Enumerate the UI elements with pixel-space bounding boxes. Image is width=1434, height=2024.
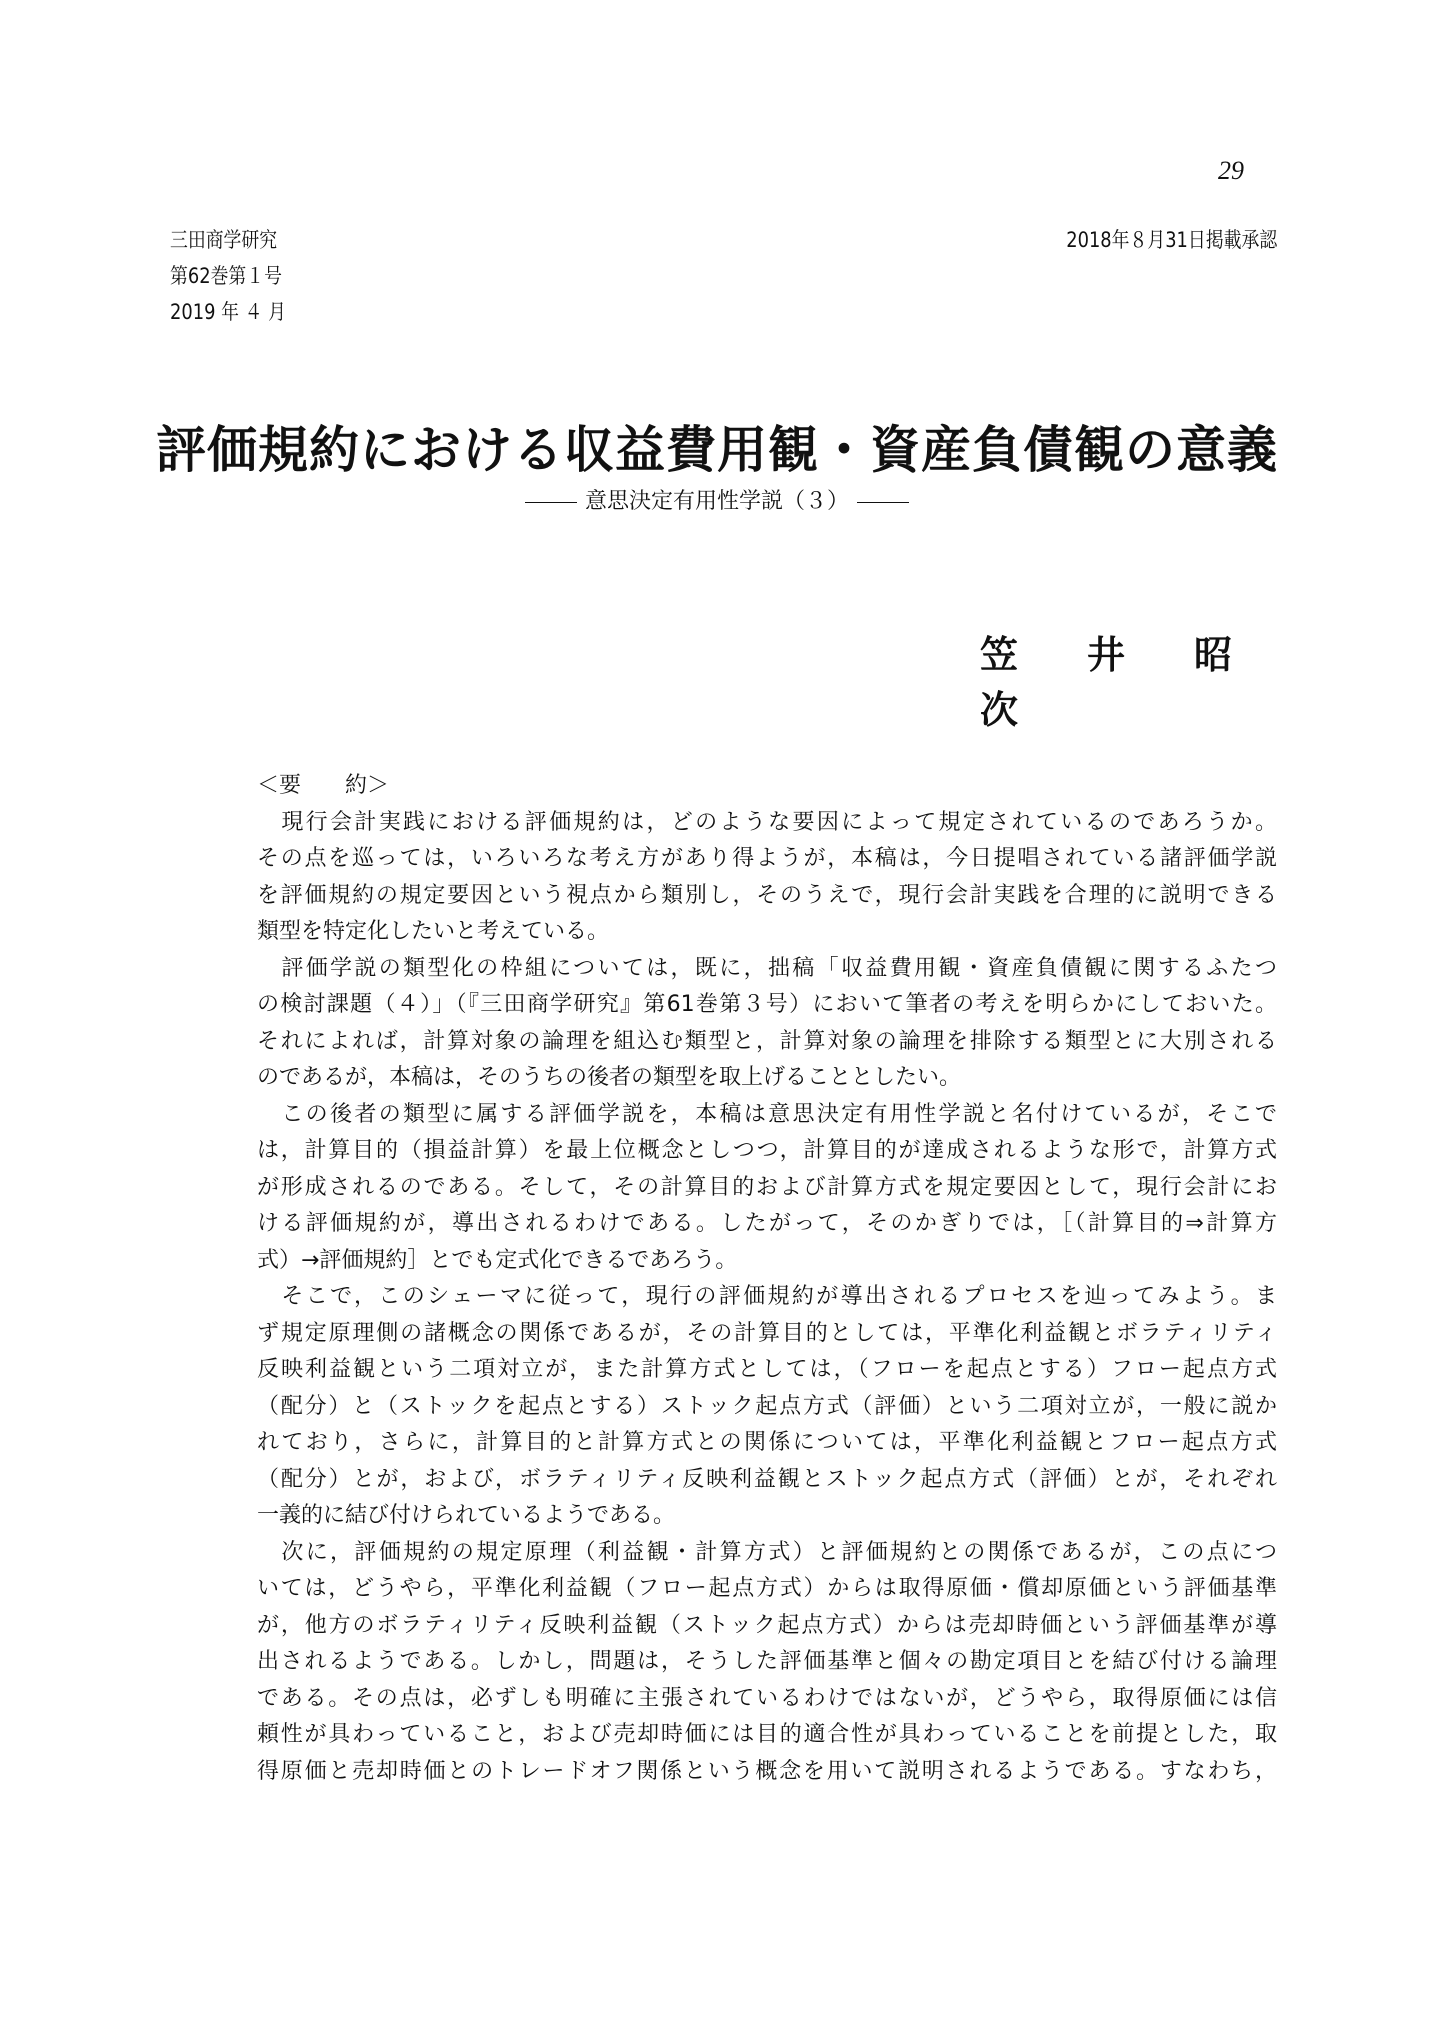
text-line: 出されるようである。しかし，問題は，そうした評価基準と個々の勘定項目とを結び付ける論理 [257,1649,1277,1674]
text-line: 類型を特定化したいと考えている。 [257,919,610,944]
text-line: その点を巡っては，いろいろな考え方があり得ようが，本稿は，今日提唱されている諸評価学説 [257,846,1277,871]
text-line: この後者の類型に属する評価学説を，本稿は意思決定有用性学説と名付けているが，そこで [257,1101,1277,1127]
paragraph [257,805,1277,951]
text-line: それによれば，計算対象の論理を組込む類型と，計算対象の論理を排除する類型とに大別される [257,1028,1277,1054]
abstract-heading: ＜要 約＞ [257,773,390,798]
text-line: 現行会計実践における評価規約は，どのような要因によって規定されているのであろうか。 [257,809,1277,835]
journal-name: 三田商学研究 [170,228,278,252]
text-line: （配分）と（ストックを起点とする）ストック起点方式（評価）という二項対立が，一般に説か [257,1393,1277,1419]
text-line: 反映利益観という二項対立が，また計算方式としては，（フローを起点とする）フロー起点方式 [257,1357,1277,1382]
text-line: 式）→評価規約］とでも定式化できるであろう。 [257,1247,738,1273]
text-line: 頼性が具わっていること，および売却時価には目的適合性が具わっていることを前提とした，取 [257,1722,1277,1747]
text-line: の検討課題（４）」（『三田商学研究』第61巻第３号）において筆者の考えを明らかにしておいた。 [257,992,1277,1017]
paragraph [257,1535,1277,1791]
text-line: いては，どうやら，平準化利益観（フロー起点方式）からは取得原価・償却原価という評価基準 [257,1576,1277,1601]
text-line: 一義的に結び付けられているようである。 [257,1503,676,1528]
text-line: （配分）とが，および，ボラティリティ反映利益観とストック起点方式（評価）とが，それぞれ [257,1466,1277,1492]
dash-right [857,502,909,503]
paragraph [257,951,1277,1097]
text-line: れており，さらに，計算目的と計算方式との関係については，平準化利益観とフロー起点方式 [257,1430,1277,1455]
text-line: ず規定原理側の諸概念の関係であるが，その計算目的としては，平準化利益観とボラティリティ [257,1320,1277,1346]
paragraph [257,1097,1277,1280]
text-line: ける評価規約が，導出されるわけである。したがって，そのかぎりでは，［（計算目的⇒計算方 [257,1211,1277,1236]
text-line: 次に，評価規約の規定原理（利益観・計算方式）と評価規約との関係であるが，この点につ [257,1539,1277,1565]
article-subtitle [0,484,1434,515]
text-line: である。その点は，必ずしも明確に主張されているわけではないが，どうやら，取得原価には信 [257,1685,1277,1711]
dash-left [525,502,577,503]
journal-info [170,222,286,330]
text-line: が形成されるのである。そして，その計算目的および計算方式を規定要因として，現行会計にお [257,1174,1277,1200]
acceptance-date: 2018年８月31日掲載承認 [1066,228,1277,252]
text-line: のであるが，本稿は，そのうちの後者の類型を取上げることとしたい。 [257,1065,962,1090]
text-line: 評価学説の類型化の枠組については，既に，拙稿「収益費用観・資産負債観に関するふたつ [257,955,1277,981]
paragraph [257,1279,1277,1535]
text-line: そこで，このシェーマに従って，現行の評価規約が導出されるプロセスを辿ってみよう。ま [257,1284,1277,1309]
text-line: が，他方のボラティリティ反映利益観（ストック起点方式）からは売却時価という評価基準が導 [257,1612,1277,1638]
journal-date: 2019 年 ４ 月 [170,300,287,324]
page-number: 29 [1218,156,1244,185]
text-line: は，計算目的（損益計算）を最上位概念としつつ，計算目的が達成されるような形で，計算方式 [257,1138,1277,1163]
text-line: 得原価と売却時価とのトレードオフ関係という概念を用いて説明されるようである。すなわち， [257,1758,1277,1784]
paragraphs [257,805,1277,1791]
article-title: 評価規約における収益費用観・資産負債観の意義 [156,420,1278,479]
author-name: 笠 井 昭 次 [980,632,1271,732]
journal-volume: 第62巻第１号 [170,264,282,288]
subtitle-text: 意思決定有用性学説（３） [584,489,849,514]
text-line: を評価規約の規定要因という視点から類別し，そのうえで，現行会計実践を合理的に説明できる [257,882,1277,908]
abstract-body [257,768,1277,1790]
